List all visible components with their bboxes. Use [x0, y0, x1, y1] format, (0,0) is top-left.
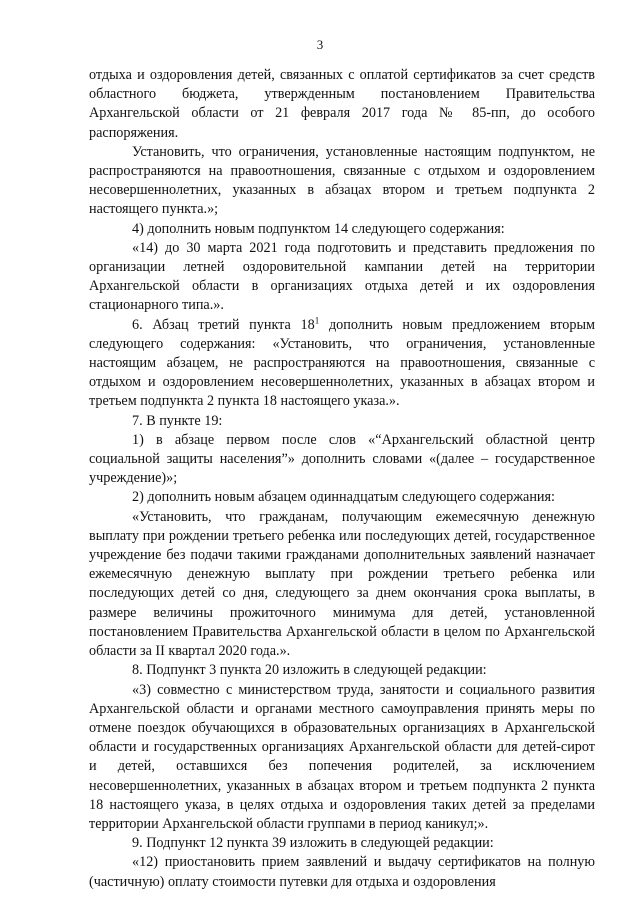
superscript-marker: 1	[314, 314, 320, 325]
paragraph-subitem-3: «3) совместно с министерством труда, занятости и социального развития Архангельской области и органами местного самоуправления принять меры по отмене поездок обучающихся в образовательных организациях в Архангельской области и государственных организациях Архангельской области для детей-сирот и детей, оставшихся без попечения родителей, за исключением несовершеннолетних, указанных в абзацах втором и третьем подпункта 2 пункта 18 настоящего указа, в целях отдыха и оздоровления таких детей за пределами территории Архангельской области группами в период каникул;».	[89, 681, 595, 832]
paragraph-continuation: отдыха и оздоровления детей, связанных с оплатой сертификатов за счет средств областного бюджета, утвержденным постановлением Правительства Архангельской области от 21 февраля 2017 года № 85-пп, до особого распоряжения.	[89, 67, 595, 141]
paragraph-item-7-1: 1) в абзаце первом после слов «“Архангельский областной центр социальной защиты населения”» дополнить словами «(далее – государственное учреждение)»;	[89, 431, 595, 487]
page-number: 3	[316, 37, 324, 52]
paragraph-restriction-note: Установить, что ограничения, установленные настоящим подпунктом, не распространяются на правоотношения, связанные с отдыхом и оздоровлением несовершеннолетних, указанных в абзацах втором и третьем подпункта 2 настоящего пункта.»;	[89, 143, 595, 218]
paragraph-item-4: 4) дополнить новым подпунктом 14 следующего содержания:	[132, 220, 505, 237]
paragraph-subitem-14: «14) до 30 марта 2021 года подготовить и представить предложения по организации летней оздоровительной кампании детей на территории Архангельской области в организациях отдыха детей и их оздоровления стационарного типа.».	[89, 239, 595, 314]
paragraph-item-6-rest: дополнить новым предложением вторым следующего содержания: «Установить, что ограничения, установленные настоящим абзацем, не распространяются на правоотношения, связанные с отдыхом и оздоровлением несовершеннолетних, указанных в абзацах втором и третьем подпункта 2 пункта 18 настоящего указа.».	[89, 316, 595, 410]
paragraph-item-8: 8. Подпункт 3 пункта 20 изложить в следующей редакции:	[132, 662, 487, 679]
document-body	[89, 66, 595, 892]
paragraph-payment-clause: «Установить, что гражданам, получающим ежемесячную денежную выплату при рождении третьего ребенка или последующих детей, государственное учреждение без подачи такими гражданами дополнительных заявлений назначает ежемесячную денежную выплату при рождении третьего ребенка или последующих детей со дня, следующего за днем окончания срока выплаты, в размере величины прожиточного минимума для детей, установленной постановлением Правительства Архангельской области в целом по Архангельской области за II квартал 2020 года.».	[89, 508, 595, 660]
paragraph-item-7-2: 2) дополнить новым абзацем одиннадцатым следующего содержания:	[132, 489, 555, 506]
paragraph-item-7: 7. В пункте 19:	[132, 412, 223, 429]
paragraph-item-6-start: 6. Абзац третий пункта 18	[132, 316, 315, 333]
paragraph-item-9: 9. Подпункт 12 пункта 39 изложить в следующей редакции:	[132, 835, 494, 852]
paragraph-subitem-12: «12) приостановить прием заявлений и выдачу сертификатов на полную (частичную) оплату стоимости путевки для отдыха и оздоровления	[89, 854, 595, 890]
paragraph-item-6	[89, 316, 595, 412]
